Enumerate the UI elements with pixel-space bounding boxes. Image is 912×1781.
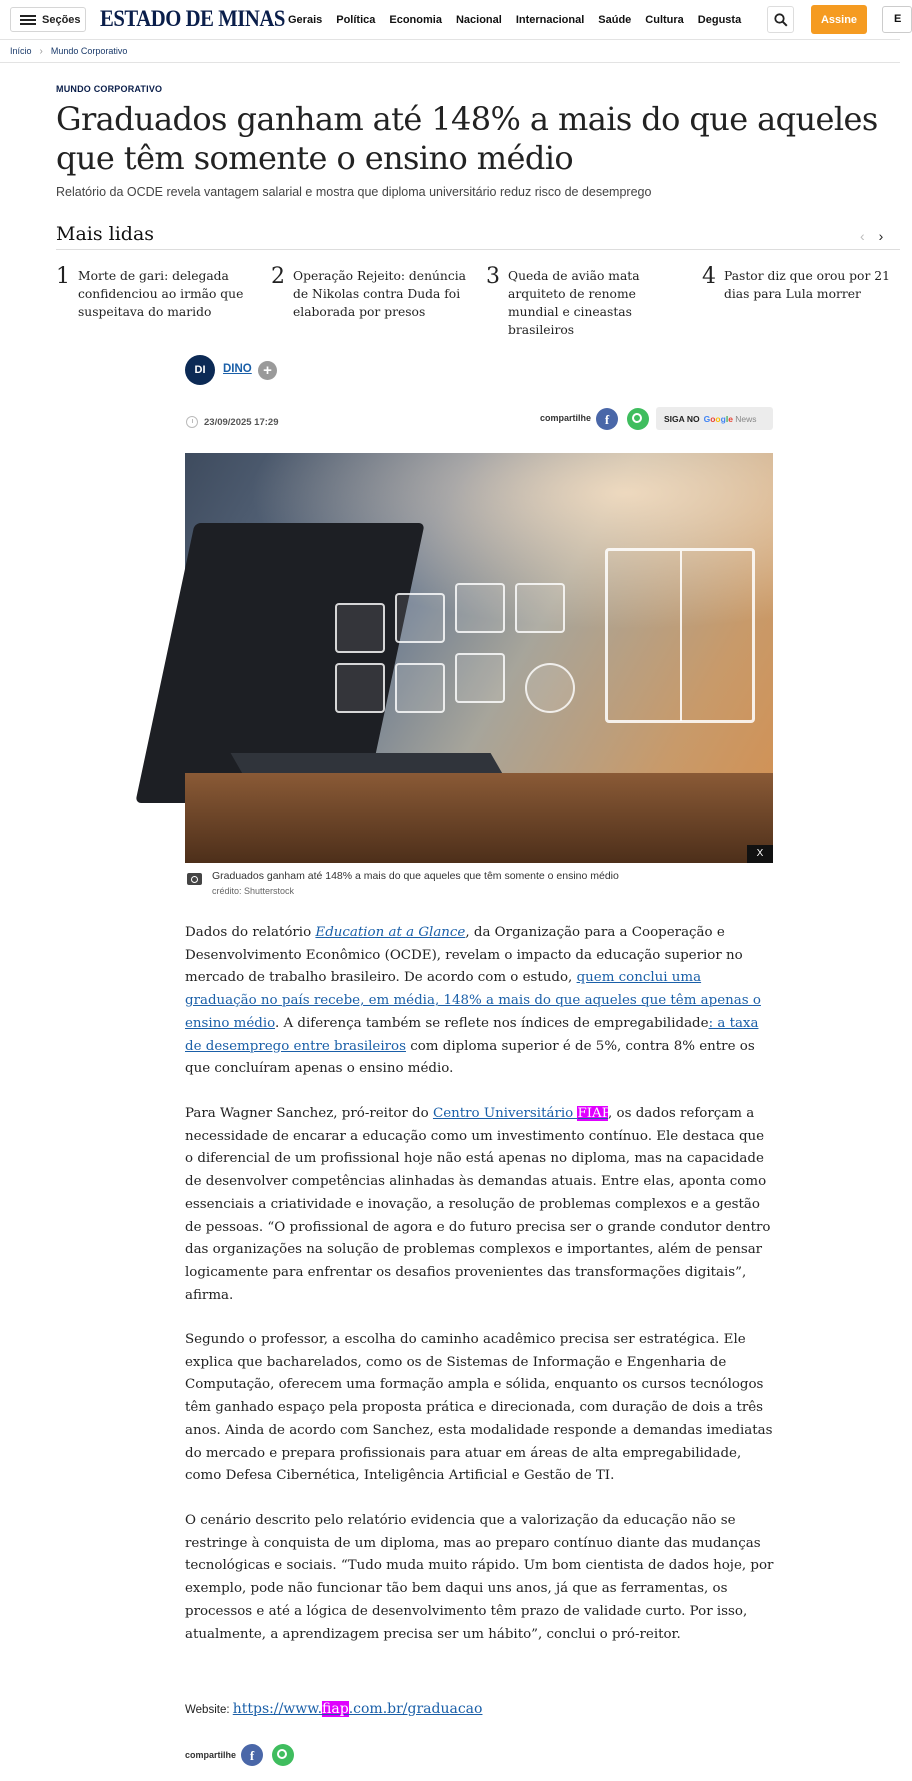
search-button[interactable] (767, 6, 794, 33)
unemployment-link[interactable]: : a taxa de desemprego entre brasileiros (185, 1015, 759, 1054)
whatsapp-icon[interactable] (627, 408, 649, 430)
sections-menu-button[interactable] (10, 7, 86, 32)
chevron-right-icon[interactable]: › (878, 228, 884, 244)
most-read-item[interactable] (486, 265, 686, 339)
article-hero-image (185, 453, 773, 863)
nav-item-nacional[interactable]: Nacional (455, 14, 502, 26)
google-news-logo: Google News (703, 413, 757, 424)
article-paragraph: Dados do relatório Education at a Glance, da Organização para a Cooperação e Desenvolvimento Econômico (OCDE), revelam o impacto da educação superior no mercado de trabalho brasileiro. De acordo com o estudo, quem conclui uma graduação no país recebe, em média, 148% a mais do que aqueles que têm apenas o ensino médio. A diferença também se reflete nos índices de empregabilidade: a taxa de desemprego entre brasileiros com diploma superior é de 5%, contra 8% entre os que concluíram apenas o ensino médio. (185, 925, 761, 1077)
nav-item-politica[interactable]: Política (336, 14, 376, 26)
sections-menu-label: Seções (42, 13, 81, 26)
website-label: Website: (185, 1704, 233, 1716)
breadcrumb-home[interactable]: Início (10, 46, 32, 56)
main-nav (288, 0, 755, 40)
most-read-nav (860, 228, 883, 244)
image-caption: Graduados ganham até 148% a mais do que aqueles que têm somente o ensino médio (212, 870, 619, 882)
most-read-item[interactable] (702, 265, 902, 303)
facebook-icon[interactable]: f (241, 1744, 263, 1766)
salary-link[interactable]: quem conclui uma graduação no país recebe, em média, 148% a mais do que aqueles que têm apenas o ensino médio (185, 970, 761, 1031)
breadcrumb (0, 40, 900, 63)
follow-author-button[interactable]: + (258, 361, 277, 380)
website-link[interactable]: https://www.fiap.com.br/graduacao (232, 1701, 483, 1717)
fiap-link[interactable]: Centro Universitário FIAP (432, 1106, 608, 1121)
gnews-siga: SIGA NO (664, 413, 700, 424)
article-subtitle: Relatório da OCDE revela vantagem salarial e mostra que diploma universitário reduz risco de desemprego (56, 185, 652, 199)
most-read-number: 3 (486, 264, 500, 289)
close-icon[interactable]: X (747, 845, 773, 863)
author-avatar[interactable]: DI (185, 355, 215, 385)
article-paragraph: Para Wagner Sanchez, pró-reitor do Centro Universitário FIAP, os dados reforçam a necessidade de encarar a educação como um investimento contínuo. Ele destaca que o diferencial de um profissional hoje não está apenas no diploma, mas na capacidade de desenvolver competências alinhadas às demandas atuais. Entre elas, aponta como essenciais a criatividade e inovação, a resolução de problemas complexos e a gestão de pessoas. “O profissional de agora e do futuro precisa ser o grande condutor dentro das organizações na solução de problemas complexos e importantes, além de pensar logicamente para enfrentar os desafios provenientes das transformações digitais”, afirma. (185, 1106, 771, 1303)
most-read-number: 4 (702, 264, 716, 289)
nav-item-gerais[interactable]: Gerais (288, 14, 323, 26)
most-read-headline[interactable]: Pastor diz que orou por 21 dias para Lula morrer (724, 269, 890, 301)
clock-icon (186, 416, 198, 428)
most-read-number: 1 (56, 264, 70, 289)
most-read-item[interactable] (56, 265, 256, 321)
book-illustration (605, 548, 755, 723)
most-read-headline[interactable]: Morte de gari: delegada confidenciou ao irmão que suspeitava do marido (78, 269, 244, 319)
subscribe-button[interactable]: Assine (811, 5, 867, 34)
most-read-item[interactable] (271, 265, 471, 321)
most-read-title: Mais lidas (56, 223, 155, 245)
most-read-headline[interactable]: Operação Rejeito: denúncia de Nikolas contra Duda foi elaborada por presos (293, 269, 466, 319)
chevron-right-icon: › (39, 45, 43, 57)
site-logo[interactable]: ESTADO DE MINAS (100, 6, 285, 31)
article-paragraph: O cenário descrito pelo relatório evidencia que a valorização da educação não se restringe à conquista de um diploma, mas ao preparo contínuo diante das mudanças tecnológicas e sociais. “Tudo muda muito rápido. Um bom cientista de dados hoje, por exemplo, pode não funcionar tão bem daqui uns anos, já que as ferramentas, os processos e até a lógica de desenvolvimento têm prazo de validade curto. Por isso, atualmente, a aprendizagem precisa ser um hábito”, conclui o pró-reitor. (185, 1513, 774, 1642)
education-at-a-glance-link[interactable]: Education at a Glance (315, 925, 466, 940)
article-paragraph: Segundo o professor, a escolha do caminho acadêmico precisa ser estratégica. Ele explica que bacharelados, como os de Sistemas de Informação e Engenharia de Computação, oferecem uma formação ampla e sólida, enquanto os cursos tecnólogos têm ganhado espaço pela proposta prática e direcionada, com duração de dois a três anos. Ainda de acordo com Sanchez, esta modalidade responde a demandas imediatas do mercado e prepara profissionais para atuar em áreas de alta empregabilidade, como Defesa Cibernética, Inteligência Artificial e Gestão de TI. (185, 1332, 773, 1484)
website-line (185, 1701, 482, 1717)
nav-item-degusta[interactable]: Degusta (697, 14, 742, 26)
facebook-icon[interactable]: f (596, 408, 618, 430)
search-icon (774, 13, 788, 27)
most-read-headline[interactable]: Queda de avião mata arquiteto de renome mundial e cineastas brasileiros (508, 269, 640, 337)
camera-icon (187, 873, 202, 885)
publish-date: 23/09/2025 17:29 (204, 417, 279, 428)
share-label: compartilhe (540, 413, 592, 423)
chevron-left-icon[interactable]: ‹ (860, 228, 865, 244)
nav-item-cultura[interactable]: Cultura (645, 14, 684, 26)
image-credit: crédito: Shutterstock (212, 886, 295, 896)
top-header (0, 0, 900, 40)
divider (56, 249, 900, 250)
breadcrumb-section[interactable]: Mundo Corporativo (50, 46, 128, 56)
share-label-bottom: compartilhe (185, 1750, 237, 1760)
article-title: Graduados ganham até 148% a mais do que aqueles que têm somente o ensino médio (56, 100, 878, 177)
nav-item-internacional[interactable]: Internacional (515, 14, 585, 26)
login-button[interactable]: E (882, 6, 912, 33)
author-link[interactable]: DINO (223, 363, 252, 375)
hamburger-icon (20, 15, 36, 25)
nav-item-economia[interactable]: Economia (389, 14, 442, 26)
most-read-number: 2 (271, 264, 285, 289)
article-section-label[interactable]: MUNDO CORPORATIVO (56, 84, 163, 94)
google-news-button[interactable] (656, 407, 773, 430)
whatsapp-icon[interactable] (272, 1744, 294, 1766)
nav-item-saude[interactable]: Saúde (598, 14, 632, 26)
